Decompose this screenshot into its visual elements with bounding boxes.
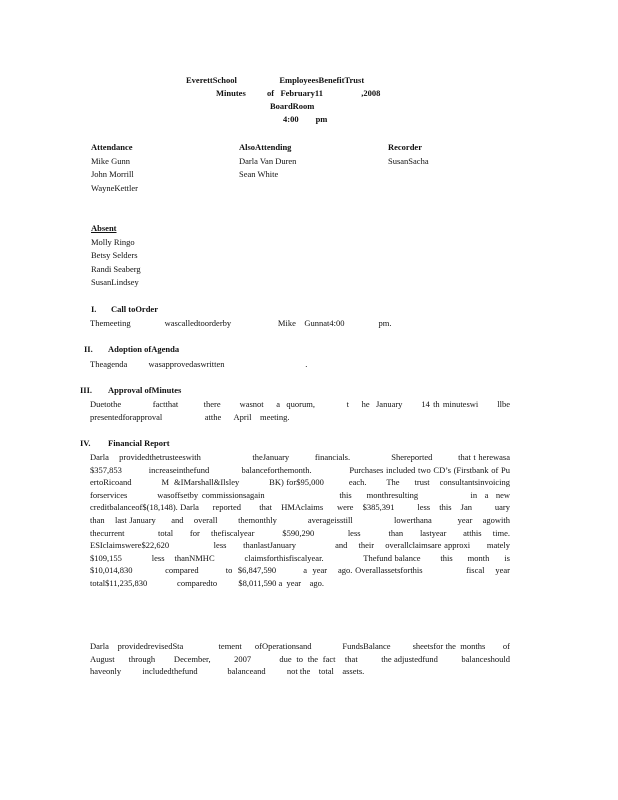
recorder-name: SusanSacha (388, 155, 429, 166)
section-body: Duetothe factthat there wasnot a quorum, t he January 14 th minuteswi llbe presentedforapproval atthe April meeting. (90, 399, 513, 422)
attendance-member: WayneKettler (91, 182, 138, 193)
attendance-member: John Morrill (91, 169, 134, 179)
absent-member: Betsy Selders (91, 250, 138, 260)
attendance-heading: Attendance (91, 142, 133, 152)
section-body: Darla providedthetrusteeswith theJanuary financials. Shereported that t herewasa $357,853 increaseinthefund balanceforthemonth. Purchases included two CD’s (Firstbank of Pu ertoRicoand M &IMarshall&Ilsley BK) for$95,000 each. The trust consultantsinvoicing forservices wasoffsetby commissionsagain this monthresulting in a new creditbalanceof$(18,148). Darla reported that HMAclaims were $385,391 less this Jan uary than last January and overall themonthly averageisstill lowerthana year agowith thecurrent total for thefiscalyear $590,290 less than lastyear atthis time. ESIclaimswere$22,620 less thanlastJanuary and their overallclaimsare approxi mately $109,155 less thanNMHC claimsforthisfiscalyear. Thefund balance this month is $10,014,830 compared to $6,847,590 a year ago. Overallassetsforthis fiscal year total$11,235,830 comparedto $8,011,590 a year ago. (90, 452, 553, 588)
header-line-4: 4:00 pm (283, 114, 328, 124)
absent-member: Randi Seaberg (91, 263, 141, 274)
absent-member: SusanLindsey (91, 277, 139, 287)
absent-column (91, 222, 141, 290)
recorder-heading: Recorder (388, 142, 422, 152)
section-title: II. Adoption ofAgenda (84, 344, 180, 354)
also-attending-heading: AlsoAttending (239, 142, 292, 152)
section-body: Theagenda wasapprovedaswritten . (90, 359, 308, 369)
absent-heading: Absent (91, 223, 117, 233)
section-body: Themeeting wascalledtoorderby Mike Gunnat4:00 pm. (90, 318, 392, 328)
attendance-column (91, 141, 138, 195)
recorder-column (388, 141, 429, 168)
header-line-3: BoardRoom (270, 101, 315, 111)
header-line-1: EverettSchool EmployeesBenefitTrust (186, 75, 365, 85)
section-title: I. Call toOrder (91, 304, 158, 314)
also-attending-column (239, 141, 296, 182)
section-title: IV. Financial Report (80, 438, 170, 448)
also-attending-member: Sean White (239, 169, 279, 179)
section-body-continued: Darla providedrevisedSta tement ofOperationsand FundsBalance sheetsfor the months of August through December, 2007 due to the fact that the adjustedfund balanceshould haveonly includedthefund balanceand not the total assets. (90, 641, 536, 677)
also-attending-member: Darla Van Duren (239, 155, 297, 166)
section-title: III. Approval ofMinutes (80, 385, 182, 395)
attendance-member: Mike Gunn (91, 155, 130, 166)
absent-member: Molly Ringo (91, 236, 135, 247)
header-line-2: Minutes of February11 ,2008 (216, 88, 381, 98)
